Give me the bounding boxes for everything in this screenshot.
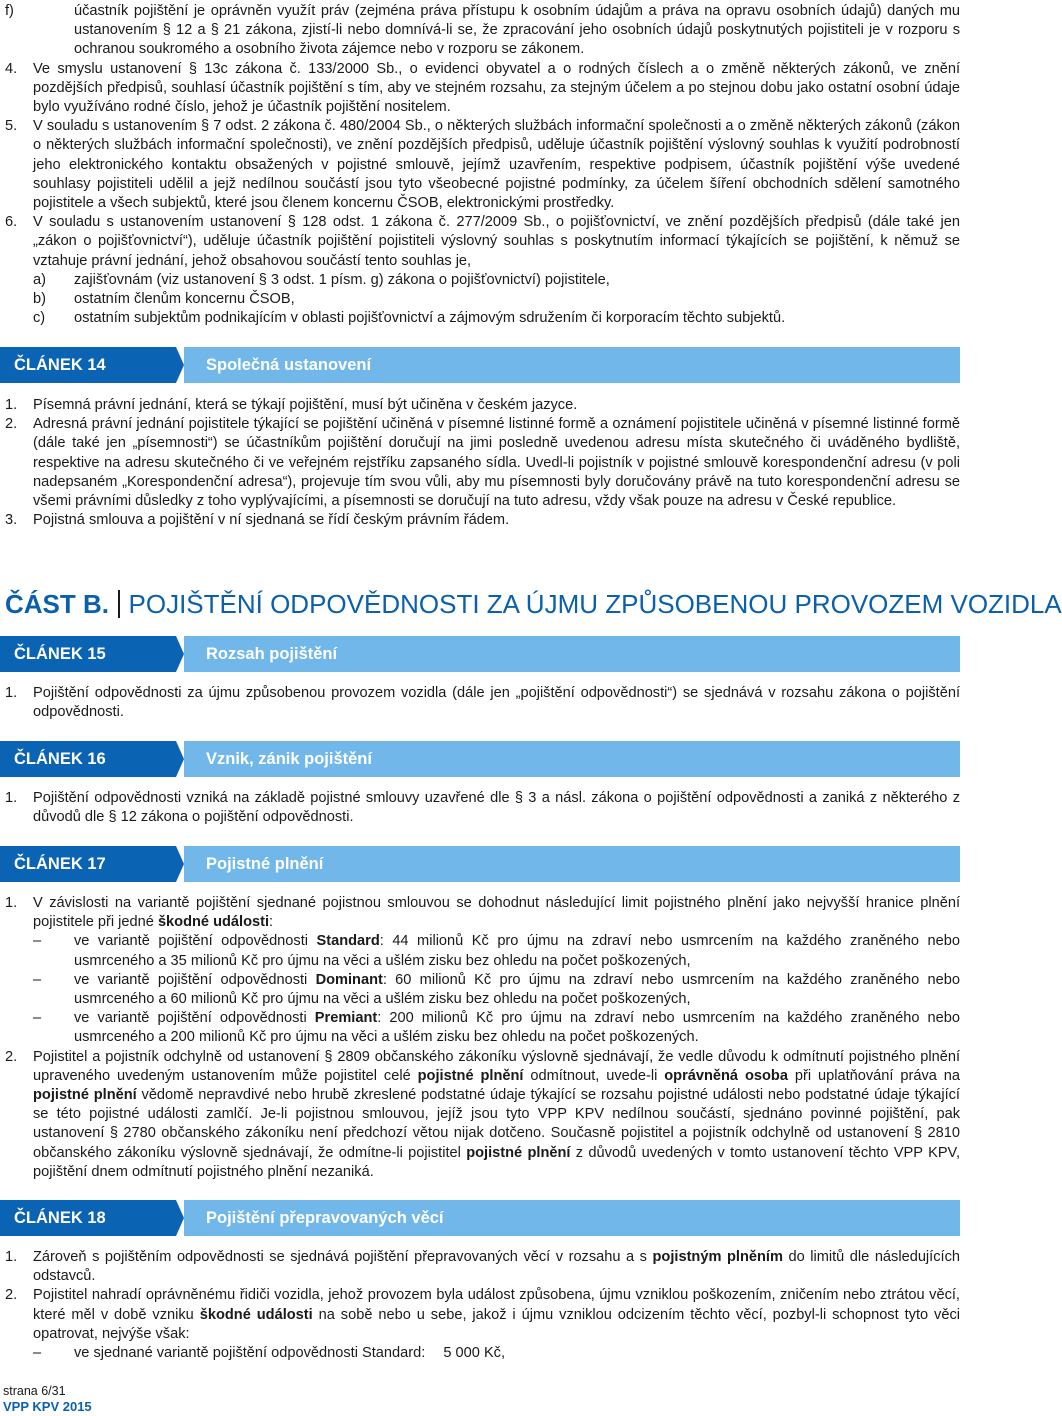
item-number: b)	[33, 291, 46, 308]
paragraph-2	[0, 1048, 960, 1182]
article-16-header	[0, 741, 960, 777]
article-label: ČLÁNEK 16	[0, 741, 176, 777]
term-bold: Standard	[316, 933, 380, 950]
top-section	[0, 2, 960, 328]
item-text: V souladu s ustanovením ustanovení § 128 odst. 1 zákona č. 277/2009 Sb., o pojišťovnictví, ve znění pozdějších předpisů (dále také jen „zákon o pojišťovnictví“), uděluje účastník pojištění pojistiteli výslovný souhlas s poskytnutím informací týkajících se pojištění, k němuž se vztahuje právní jednání, jehož obsahovou součástí tento souhlas je,	[33, 214, 960, 269]
item-text: zajišťovnám (viz ustanovení § 3 odst. 1 písm. g) zákona o pojišťovnictví) pojistitele,	[74, 271, 610, 288]
item-text: ve variantě pojištění odpovědnosti	[74, 933, 317, 950]
term-bold: Premiant	[314, 1010, 378, 1027]
list-item-6	[0, 213, 960, 271]
article-16-body	[0, 789, 960, 827]
term-bold: pojistné plnění	[33, 1087, 137, 1104]
article-title: Společná ustanovení	[184, 347, 960, 383]
term-bold: Dominant	[315, 971, 383, 988]
item-number: 1.	[5, 790, 18, 806]
article-15-body	[0, 684, 960, 722]
heading-divider	[118, 590, 120, 618]
item-number: 5.	[5, 118, 18, 135]
article-17-header	[0, 846, 960, 882]
item-text: odmítnout, uvede-li	[523, 1067, 665, 1084]
paragraph-1	[0, 684, 960, 722]
item-text: účastník pojištění je oprávněn využít práv (zejména práva přístupu k osobním údajům a práva na opravu osobních údajů) daných mu ustanovením § 12 a § 21 zákona, zjistí-li nebo domnívá-li se, že zpracování jeho osobních údajů poskytnutých pojistiteli je v rozporu s ochranou soukromého a osobního života zájemce nebo v rozporu se zákonem.	[74, 3, 960, 58]
list-item-4	[0, 60, 960, 118]
item-text: ve variantě pojištění odpovědnosti	[74, 1010, 315, 1027]
term-bold: pojistným plněním	[652, 1249, 783, 1265]
article-title: Rozsah pojištění	[184, 636, 960, 672]
page-footer	[3, 1384, 92, 1414]
item-number: 2.	[5, 1048, 18, 1065]
item-text: z důvodů uvedených v tomto ustanovení těchto VPP KPV, pojištění dnem odmítnutí pojistného plnění nezaniká.	[33, 1144, 961, 1180]
page-number: strana 6/31	[3, 1384, 66, 1398]
term-bold: škodné události	[157, 914, 270, 931]
dash-bullet: –	[33, 1010, 42, 1027]
paragraph-1	[0, 789, 960, 827]
dash-item-dominant	[0, 971, 960, 1009]
list-item-c	[0, 309, 960, 328]
term-bold: škodné události	[199, 1306, 313, 1323]
paragraph-1	[0, 1248, 960, 1286]
item-text: vědomě nepravdivé nebo hrubě zkreslené podstatné údaje týkající se rozsahu pojistné události nebo podstatné údaje týkající se této pojistné události zamlčí. Je-li pojistnou smlouvou, jejíž jsou tyto VPP KPV nedílnou součástí, sjednáno povinné pojištění, pak ustanovení § 2780 občanského zákoníku není předchozí větou nijak dotčeno. Současně pojistitel a pojistník odchylně od ustanovení § 2810 občanského zákoníku výslovně sjednávají, že odmítne-li pojistitel	[33, 1087, 960, 1161]
paragraph-1	[0, 396, 960, 415]
dash-bullet: –	[33, 971, 42, 988]
item-text: : 44 milionů Kč pro újmu na zdraví nebo usmrcením na každého zraněného nebo usmrceného a 35 milionů Kč pro újmu na věci a ušlém zisku bez ohledu na počet poškozených,	[74, 933, 960, 969]
limit-value: 5 000 Kč,	[443, 1345, 506, 1362]
article-label: ČLÁNEK 14	[0, 347, 176, 383]
item-number: 1.	[5, 895, 18, 911]
item-number: 3.	[5, 512, 18, 529]
part-b-heading	[5, 588, 1062, 620]
item-text: Adresná právní jednání pojistitele týkající se pojištění učiněná v písemné listinné formě a oznámení pojistitele učiněná v písemné listinné formě (dále také jen „písemnosti“) se účastníkům pojištění doručují na jimi posledně uvedenou adresu místa skutečného či uváděného bydliště, respektive na adresu skutečného či ve veřejném rejstříku zapsaného sídla. Uvedl-li pojistník v pojistné smlouvě korespondenční adresu (v poli nadepsaném „Korespondenční adresa“), projevuje tím svou vůli, aby mu písemnosti byly doručovány právě na tuto korespondenční adresu se všemi právními důsledky z toho vyplývajícími, a písemnosti se doručují na tuto adresu, vždy však pouze na adresu v České republice.	[33, 416, 960, 510]
dash-item-premiant	[0, 1009, 960, 1047]
dash-item-standard-limit	[0, 1344, 960, 1363]
header-arrow	[176, 636, 184, 672]
list-item-5	[0, 117, 960, 213]
paragraph-2	[0, 1286, 960, 1344]
article-title: Pojistné plnění	[184, 846, 960, 882]
article-14-body	[0, 396, 960, 530]
item-number: c)	[33, 310, 46, 327]
item-text: : 60 milionů Kč pro újmu na zdraví nebo usmrcením na každého zraněného nebo usmrceného a 60 milionů Kč pro újmu na věci a ušlém zisku bez ohledu na počet poškozených,	[74, 971, 960, 1008]
item-text: V závislosti na variantě pojištění sjednané pojistnou smlouvou se dohodnut následující limit pojistného plnění jako nejvyšší hranice plnění pojistitele při jedné	[33, 895, 960, 931]
item-text: Ve smyslu ustanovení § 13c zákona č. 133/2000 Sb., o evidenci obyvatel a o rodných číslech a o změně některých zákonů, ve znění pozdějších předpisů, souhlasí účastník pojištění s tím, aby ve stejném rozsahu, za stejným účelem a po stejnou dobu jako ostatní osobní údaje bylo využíváno rodné číslo, jehož je účastník pojištění nositelem.	[33, 60, 960, 116]
article-title: Pojištění přepravovaných věcí	[184, 1200, 960, 1236]
item-number: 1.	[5, 1249, 18, 1265]
item-number: f)	[5, 3, 14, 19]
item-text: Pojistitel a pojistník odchylně od ustanovení § 2809 občanského zákoníku výslovně sjednávají, že vedle důvodu k odmítnutí pojistného plnění upraveného uvedeným ustanovením může pojistitel celé	[33, 1048, 960, 1084]
article-18-body	[0, 1248, 960, 1363]
header-arrow	[176, 1200, 184, 1236]
item-text: Pojistná smlouva a pojištění v ní sjednaná se řídí českým právním řádem.	[33, 512, 510, 529]
dash-item-standard	[0, 932, 960, 970]
dash-bullet: –	[33, 1345, 42, 1362]
item-text: Pojištění odpovědnosti vzniká na základě pojistné smlouvy uzavřené dle § 3 a násl. zákona o pojištění odpovědnosti a zaniká z některého z důvodů dle § 12 zákona o pojištění odpovědnosti.	[33, 790, 960, 826]
item-text: Pojištění odpovědnosti za újmu způsobenou provozem vozidla (dále jen „pojištění odpovědnosti“) se sjednává v rozsahu zákona o pojištění odpovědnosti.	[33, 685, 960, 721]
article-15-header	[0, 636, 960, 672]
article-title: Vznik, zánik pojištění	[184, 741, 960, 777]
term-bold: oprávněná osoba	[664, 1067, 788, 1084]
part-label: ČÁST B.	[5, 589, 109, 619]
article-17-body	[0, 894, 960, 1182]
item-number: a)	[33, 271, 46, 288]
item-text: Pojistitel nahradí oprávněnému řidiči vozidla, jehož provozem byla událost způsobena, újmu vzniklou poškozením, zničením nebo ztrátou věcí, které měl v době vzniku	[33, 1287, 960, 1323]
item-text: ostatním členům koncernu ČSOB,	[74, 291, 295, 308]
header-arrow	[176, 846, 184, 882]
item-text: ve variantě pojištění odpovědnosti	[74, 971, 316, 988]
part-title: POJIŠTĚNÍ ODPOVĚDNOSTI ZA ÚJMU ZPŮSOBENOU PROVOZEM VOZIDLA	[128, 589, 1062, 619]
article-label: ČLÁNEK 17	[0, 846, 176, 882]
item-number: 2.	[5, 1287, 18, 1304]
item-number: 4.	[5, 60, 18, 77]
paragraph-2	[0, 415, 960, 511]
list-item-b	[0, 290, 960, 309]
header-arrow	[176, 741, 184, 777]
item-text: :	[269, 914, 274, 931]
item-number: 2.	[5, 416, 18, 433]
term-bold: pojistné plnění	[417, 1067, 524, 1084]
list-item-f	[0, 2, 960, 60]
item-text: ostatním subjektům podnikajícím v oblasti pojišťovnictví a zájmovým sdružením či korporacím těchto subjektů.	[74, 310, 786, 327]
item-text: Zároveň s pojištěním odpovědnosti se sjednává pojištění přepravovaných věcí v rozsahu a s	[33, 1249, 653, 1265]
article-label: ČLÁNEK 18	[0, 1200, 176, 1236]
item-number: 1.	[5, 397, 18, 413]
item-text: : 200 milionů Kč pro újmu na zdraví nebo usmrcením na každého zraněného nebo usmrceného a 200 milionů Kč pro újmu na věci a ušlém zisku bez ohledu na počet poškozených.	[74, 1010, 960, 1046]
item-text: do limitů dle následujících odstavců.	[33, 1249, 960, 1285]
header-arrow	[176, 347, 184, 383]
article-18-header	[0, 1200, 960, 1236]
paragraph-3	[0, 511, 960, 530]
item-text: Písemná právní jednání, která se týkají pojištění, musí být učiněna v českém jazyce.	[33, 397, 578, 413]
term-bold: pojistné plnění	[466, 1144, 571, 1161]
document-code: VPP KPV 2015	[3, 1399, 92, 1414]
list-item-a	[0, 271, 960, 290]
paragraph-1	[0, 894, 960, 932]
item-text: při uplatňování práva na	[787, 1067, 960, 1084]
item-number: 6.	[5, 214, 18, 231]
dash-bullet: –	[33, 933, 42, 950]
article-14-header	[0, 347, 960, 383]
item-text: V souladu s ustanovením § 7 odst. 2 zákona č. 480/2004 Sb., o některých službách informační společnosti a o změně některých zákonů (zákon o některých službách informační společnosti), ve znění pozdějších předpisů, uděluje účastník pojištění výslovný souhlas k využití podrobností jeho elektronického kontaktu obsažených v pojistné smlouvě, jejímž uzavřením, respektive podpisem, účastník pojištění výše uvedené souhlasy pojistiteli udělil a jejž nedílnou součástí jsou tyto všeobecné pojistné podmínky, za účelem šíření obchodních sdělení samotného pojistitele a všech subjektů, které jsou členem koncernu ČSOB, elektronickými prostředky.	[33, 118, 960, 212]
item-text: na sobě nebo u sebe, jakož i újmu vzniklou odcizením těchto věcí, pozbyl-li schopnost tyto věci opatrovat, nejvýše však:	[33, 1306, 960, 1342]
item-text: ve sjednané variantě pojištění odpovědnosti Standard:	[74, 1345, 426, 1362]
article-label: ČLÁNEK 15	[0, 636, 176, 672]
item-number: 1.	[5, 685, 18, 701]
